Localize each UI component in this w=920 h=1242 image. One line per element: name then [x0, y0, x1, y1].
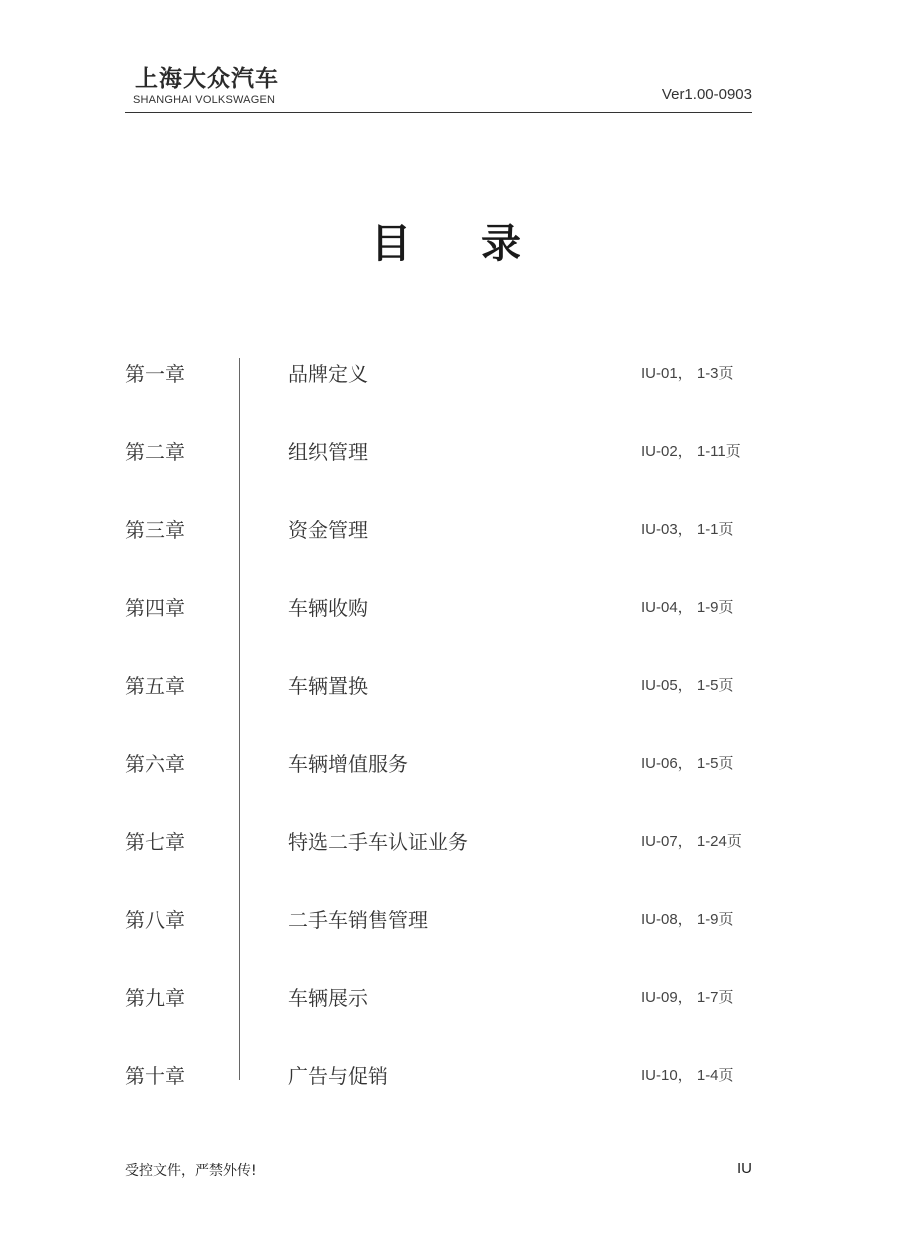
chapter-number: 第三章 — [125, 518, 185, 542]
toc-row[interactable] — [125, 976, 785, 1016]
confidential-notice: 受控文件，严禁外传! — [125, 1163, 257, 1179]
page-reference: IU-07， 1-24页 — [641, 833, 742, 850]
page-reference: IU-05， 1-5页 — [641, 677, 734, 694]
toc-row[interactable] — [125, 508, 785, 548]
page-reference: IU-03， 1-1页 — [641, 521, 734, 538]
page-header — [125, 60, 752, 113]
chapter-title: 组织管理 — [288, 440, 368, 464]
toc-row[interactable] — [125, 352, 785, 392]
page-reference: IU-09， 1-7页 — [641, 989, 734, 1006]
toc-row[interactable] — [125, 430, 785, 470]
brand-name-chinese: 上海大众汽车 — [135, 66, 279, 92]
page-reference: IU-08， 1-9页 — [641, 911, 734, 928]
chapter-title: 车辆置换 — [288, 674, 368, 698]
chapter-number: 第七章 — [125, 830, 185, 854]
toc-row[interactable] — [125, 898, 785, 938]
chapter-number: 第六章 — [125, 752, 185, 776]
page-reference: IU-04， 1-9页 — [641, 599, 734, 616]
chapter-title: 广告与促销 — [288, 1064, 388, 1088]
chapter-title: 品牌定义 — [288, 362, 368, 386]
chapter-title: 车辆展示 — [288, 986, 368, 1010]
chapter-number: 第十章 — [125, 1064, 185, 1088]
toc-row[interactable] — [125, 742, 785, 782]
chapter-number: 第四章 — [125, 596, 185, 620]
chapter-title: 车辆增值服务 — [288, 752, 408, 776]
toc-row[interactable] — [125, 820, 785, 860]
chapter-number: 第八章 — [125, 908, 185, 932]
page-reference: IU-10， 1-4页 — [641, 1067, 734, 1084]
chapter-title: 二手车销售管理 — [288, 908, 428, 932]
chapter-title: 特选二手车认证业务 — [288, 830, 468, 854]
toc-row[interactable] — [125, 586, 785, 626]
brand-name-english: SHANGHAI VOLKSWAGEN — [133, 94, 276, 106]
chapter-number: 第五章 — [125, 674, 185, 698]
chapter-number: 第二章 — [125, 440, 185, 464]
chapter-number: 第九章 — [125, 986, 185, 1010]
toc-row[interactable] — [125, 1054, 785, 1094]
chapter-title: 资金管理 — [288, 518, 368, 542]
footer-code: IU — [737, 1160, 752, 1177]
chapter-title: 车辆收购 — [288, 596, 368, 620]
version-label: Ver1.00-0903 — [661, 86, 752, 103]
page-reference: IU-02， 1-11页 — [641, 443, 741, 460]
page-title: 目 录 — [371, 221, 549, 267]
page-reference: IU-06， 1-5页 — [641, 755, 734, 772]
chapter-number: 第一章 — [125, 362, 185, 386]
toc-row[interactable] — [125, 664, 785, 704]
page-reference: IU-01， 1-3页 — [641, 365, 734, 382]
